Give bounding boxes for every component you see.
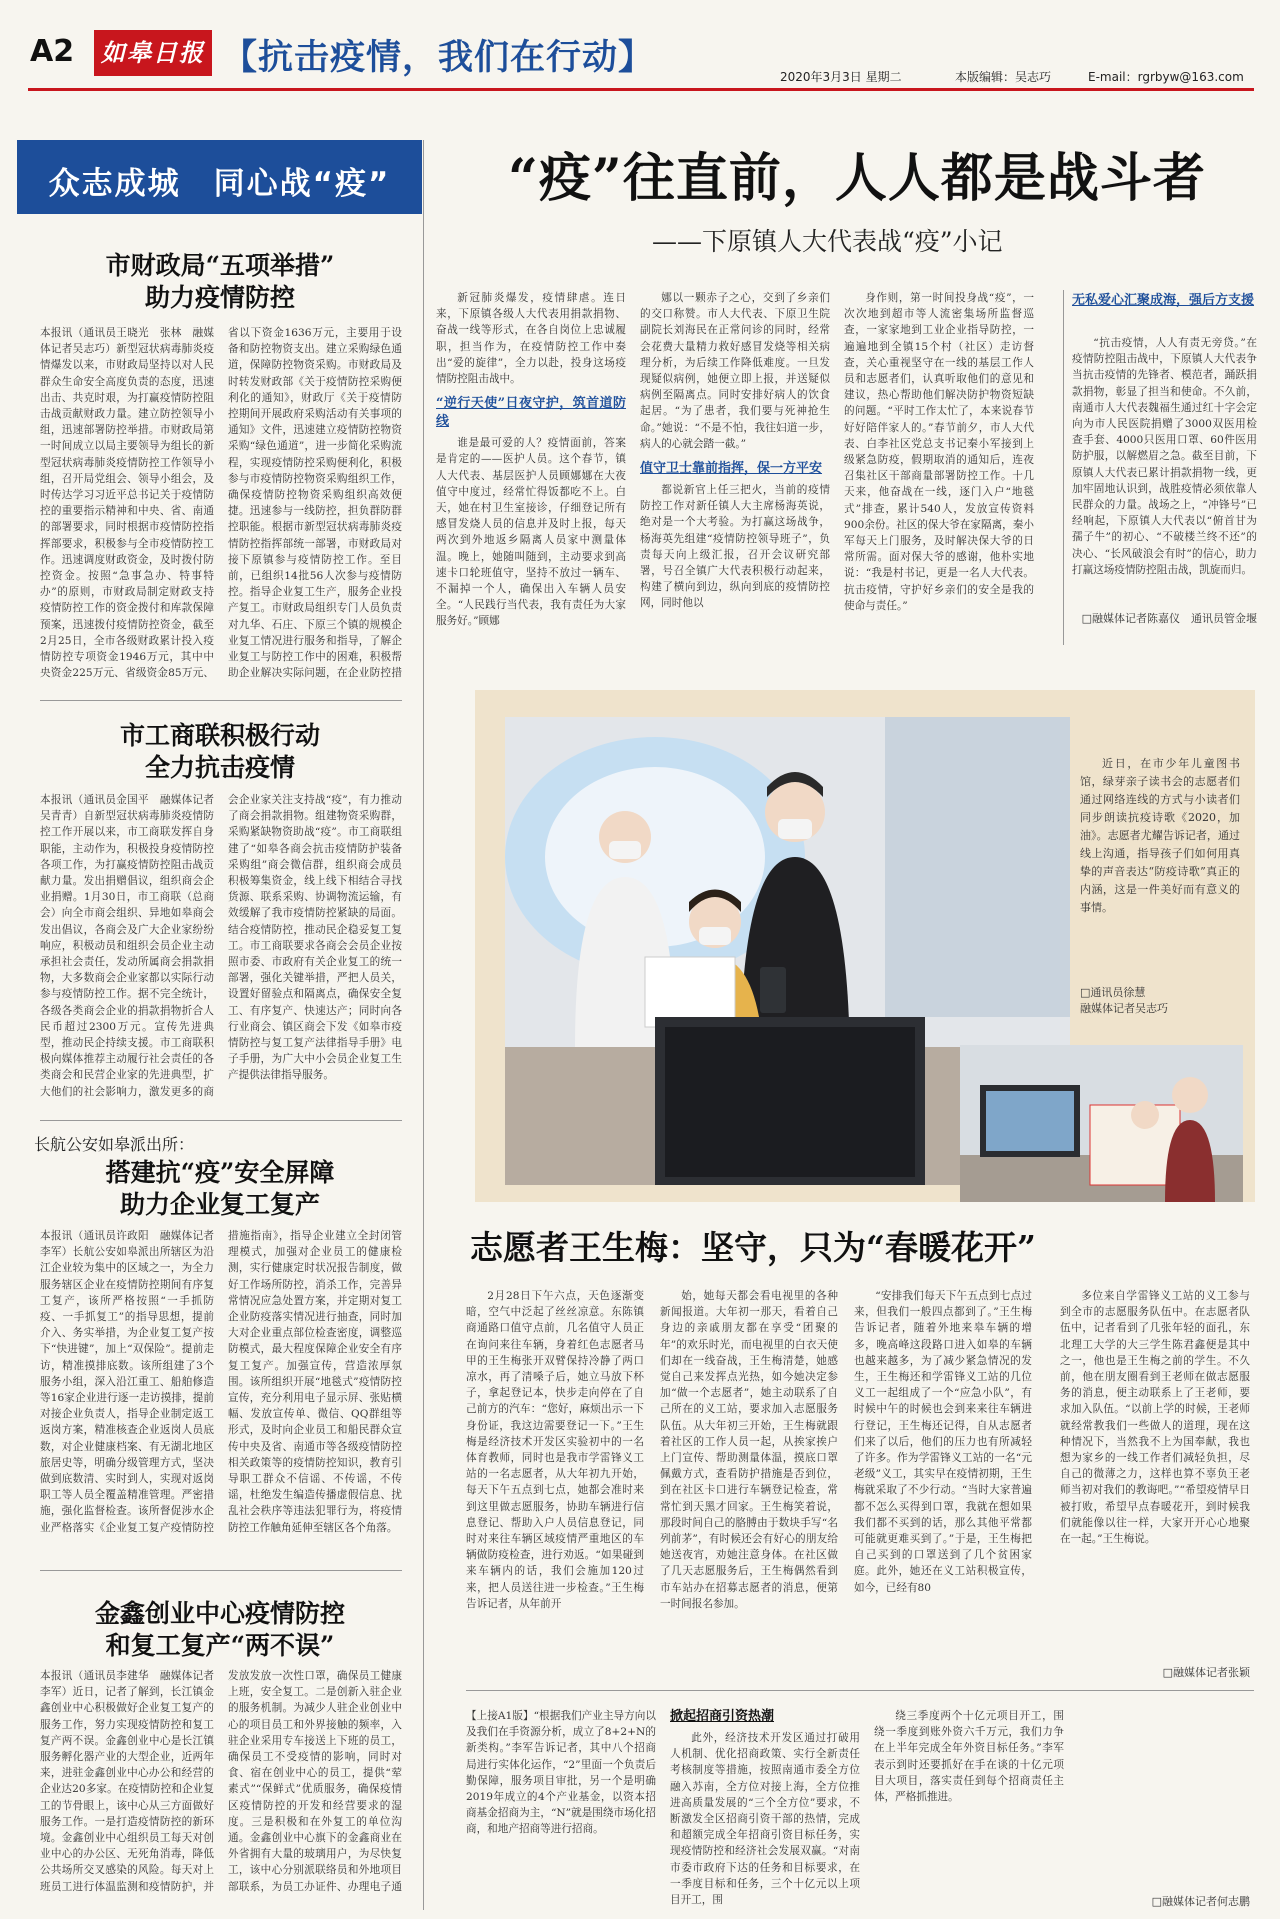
article-body: 本报讯（通讯员许政阳 融媒体记者李军）长航公安如皋派出所辖区为沿江企业较为集中的区域之一，为全力服务辖区企业在疫情防控期间有序复工复产，该所严格按照“一手抓防疫、一手抓复工”的指导思想，提前介入、务实举措，为企业复工复产按下“快进键”，加上“双保险”。提前走访，精准摸排底数。该所组建了3个服务小组，深入沿江重工、船舶修造等16家企业进行逐一走访摸排，提前对接企业负责人，指导企业制定返工返岗方案，精准核查企业返岗人员底数，对企业健康档案、有无湖北地区旅居史等，明确分级管理方式，坚决做到底数清、实时到人，实现对返岗职工等人员全覆盖精准管理。严密措施，强化监督检查。该所督促涉水企业严格落实《企业复工复产疫情防控措施指南》，指导企业建立全封闭管理模式，加强对企业员工的健康检测，实行健康定时状况报告制度，做好工作场所防控，消杀工作，完善异常情况应急处置方案，并定期对复工企业防疫落实情况进行抽查，同时加大对企业重点部位检查密度，调整巡防模式，最大程度保障企业安全有序复工复产。加强宣传，营造浓厚氛围。该所组织开展“地毯式”疫情防控宣传，充分利用电子显示屏、张贴横幅、发放宣传单、微信、QQ群组等形式，及时向企业员工和船民群众宣传中央及省、南通市等各级疫情防控相关政策等的疫情防控知识，教育引导职工群众不信谣、不传谣，不传谣，杜绝发生编造传播虚假信息、扰乱社会秩序等违法犯罪行为，将疫情防控工作触角延伸至辖区各个角落。 — [40, 1230, 402, 1534]
article-title: 市财政局“五项举措” 助力疫情防控 — [105, 251, 335, 312]
feature-column — [844, 290, 1034, 650]
page-number: A2 — [30, 34, 75, 69]
paragraph: 新冠肺炎爆发，疫情肆虐。连日来，下原镇各级人大代表用捐款捐物、奋战一线等形式，在各自岗位上忠诚履职，担当作为，在疫情防控工作中奏出“爱的旋律”，全力以赴，投身这场疫情防控阻击战中。 — [436, 292, 626, 386]
article-title: 金鑫创业中心疫情防控 和复工复产“两不误” — [94, 1599, 345, 1660]
feature-column — [1072, 335, 1257, 610]
issue-date: 2020年3月3日 星期二 — [780, 70, 902, 84]
photo-caption: 近日，在市少年儿童图书馆，绿芽亲子读书会的志愿者们通过网络连线的方式与小读者们同步朗读抗疫诗歌《2020，加油》。志愿者尤耀告诉记者，通过线上沟通，指导孩子们如何用真挚的声音表达“防疫诗歌”真正的内涵，这是一件美好而有意义的事情。 — [1080, 757, 1240, 914]
page-editor: 本版编辑：吴志巧 — [955, 70, 1052, 84]
volunteer-byline: □融媒体记者张颖 — [1162, 1666, 1250, 1679]
paragraph: 【上接A1版】“根据我们产业主导方向以及我们在手资源分析，成立了8+2+N的新类构。”李军告诉记者，其中八个招商局进行实体化运作，“2”里面一个负责后勤保障，服务项目审批，另一个是明确2019年成立的4个产业基金，以资本招商基金招商为主，“N”就是围绕市场化招商，和地产招商等进行招商。 — [466, 1710, 656, 1836]
continuation-column — [874, 1708, 1064, 1908]
paragraph: “抗击疫情，人人有责无旁贷。”在疫情防控阻击战中，下原镇人大代表争当抗击疫情的先锋者、模范者，踊跃捐款捐物，彰显了担当和使命。不久前，南通市人大代表魏福生通过红十字会定向为市人民医院捐赠了3000双医用检查手套、4000只医用口罩、60件医用防护服，以解燃眉之急。截至目前，下原镇人大代表已累计捐款捐物一线，更加牢固地认识到，战胜疫情必须依靠人民群众的力量。战场之上，“冲锋号”已经响起，下原镇人大代表以“俯首甘为孺子牛”的初心、“不破楼兰终不还”的决心、“长风破浪会有时”的信心，助力打赢这场疫情防控阻击战，凯旋而归。 — [1072, 337, 1257, 576]
column-title: 【抗击疫情，我们在行动】 — [222, 38, 655, 78]
continuation-subhead: 掀起招商引资热潮 — [670, 1709, 775, 1724]
feature-subhead: “逆行天使”日夜守护，筑首道防线 — [436, 396, 626, 430]
paragraph: 绕三季度两个十亿元项目开工，围绕一季度到账外资六千万元，我们力争在上半年完成全年外资目标任务。”李军表示到时还要抓好在手在谈的十亿元项目大项目，落实责任到每个招商责任主体，严格抓推进。 — [874, 1710, 1064, 1804]
header-rule — [28, 88, 1254, 91]
volunteer-column: “安排我们每天下午五点到七点过来，但我们一般四点都到了。”王生梅告诉记者，随着外地来皋车辆的增多，晚高峰这段路口进入如皋的车辆也越来越多，为了减少紧急情况的发生，王生梅还和学雷锋义工站的几位义工一起组成了一个“应急小队”，有时候中午的时候也会到来来往车辆进行登记，王生梅还记得，自从志愿者们来了以后，他们的压力也有所减轻了许多。作为学雷锋义工站的一名“元老级”义工，其实早在疫情初期，王生梅就采取了不少行动。“当时大家普遍都不怎么买得到口罩，我就在想如果我们都不买到的话，那么其他平常都可能就更难买到了。”于是，王生梅把自己买到的口罩送到了几个贫困家庭。此外，她还在义工站积极宣传，如今，已经有80 — [854, 1290, 1032, 1594]
volunteer-column: 多位来自学雷锋义工站的义工参与到全市的志愿服务队伍中。在志愿者队伍中，记者看到了几张年轻的面孔，东北理工大学的大三学生陈君鑫便是其中之一，他也是王生梅之前的学生。不久前，他在朋友圈看到王老师在做志愿服务的消息，便主动联系上了王老师，要求加入队伍。“以前上学的时候，王老师就经常教我们一些做人的道理，现在这种情况下，当然我不上为国奉献，我也想为家乡的一线工作者们减轻负担，尽自己的微薄之力，这样也算不辜负王老师当初对我们的教诲吧。”“希望疫情早日被打败，希望早点春暖花开，到时候我们就能像以往一样，大家开开心心地聚在一起。”王生梅说。 — [1060, 1290, 1250, 1546]
article-title: 市工商联积极行动 全力抗击疫情 — [119, 721, 320, 782]
volunteer-column: 2月28日下午六点，天色逐渐变暗，空气中泛起了丝丝凉意。东陈镇商通路口值守点前，几名值守人员正在询问来往车辆，身着红色志愿者马甲的王生梅张开双臂保持冷静了两口凉水，再了清嗓子后，她立马放下杯子，拿起登记本，快步走向停在了自己前方的汽车：“您好，麻烦出示一下身份证，我这边需要登记一下。”王生梅是经济技术开发区实验初中的一名体育教师，同时也是我市学雷锋义工站的一名志愿者，从大年初九开始，每天下午五点到七点，她都会准时来到这里做志愿服务，协助车辆进行信息登记、帮助入户人员信息登记，同时对来往车辆区域疫情严重地区的车辆做防疫检查，进行劝返。“如果碰到来车辆内的话，我们会施加120过来，把人员送往进一步检查。”王生梅告诉记者，从年前开 — [466, 1290, 644, 1610]
photo-credit: □通讯员徐慧 融媒体记者吴志巧 — [1080, 986, 1168, 1015]
feature-subtitle: ——下原镇人大代表战“疫”小记 — [652, 227, 1003, 256]
inset-photo — [960, 1045, 1243, 1202]
article-body: 本报讯（通讯员李建华 融媒体记者李军）近日，记者了解到，长江镇金鑫创业中心积极做好企业复工复产的服务工作，努力实现疫情防控和复工复产两不误。金鑫创业中心是长江镇服务孵化器产业的大型企业，近两年来，进驻金鑫创业中心办公和经营的企业达20多家。在疫情防控和企业复工的节骨眼上，该中心从三方面做好服务工作。一是打造疫情防控的新环境。金鑫创业中心组织员工每天对创业中心的办公区、无死角消毒，降低公共场所交叉感染的风险。每天对上班员工进行体温监测和疫情防护，并发放发放一次性口罩，确保员工健康上班，安全复工。二是创新入驻企业的服务机制。为减少人驻企业创业中心的项目员工和外界接触的频率，入驻企业采用专车接送上下班的员工，确保员工不受疫情的影响，同时对食、宿在创业中心的员工，提供“荤素式”“保鲜式”优质服务，确保疫情区疫情防控的开发和经营要求的湿度。三是积极和在外复工的单位沟通。金鑫创业中心旗下的金鑫商业在外省拥有大量的玻璃用户，为尽快复工，该中心分别派联络员和外地项目部联系，为员工办证件、办理电子通 — [40, 1670, 402, 1893]
article-kicker: 长航公安如皋派出所： — [34, 1135, 195, 1154]
feature-subhead: 无私爱心汇聚成海，强后方支援 — [1072, 293, 1255, 308]
volunteer-title: 志愿者王生梅：坚守，只为“春暖花开” — [470, 1228, 1036, 1267]
paragraph: 娜以一颗赤子之心，交到了乡亲们的交口称赞。市人大代表、下原卫生院副院长刘海民在正常问诊的同时，经常会花费大量精力救好感冒发烧等相关病理分析，为后续工作降低难度。一旦发现疑似病例，她便立即上报，并送疑似病例至隔离点。同时安排好病人的饮食起居。“为了患者，我们要与死神抢生命。”她说：“不是不怕，我往妇道一步，病人的心就会踏一截。” — [640, 292, 830, 450]
paragraph: 谁是最可爱的人？疫情面前，答案是肯定的——医护人员。这个春节，镇人大代表、基层医护人员顾娜娜在大夜值守中度过，经常忙得饭都吃不上。白天，她在村卫生室接诊，仔细登记所有感冒发烧人员的信息并及时上报，每天两次到外地返乡隔离人员家中测量体温。晚上，她随叫随到，主动要求到高速卡口轮班值守，坚持不放过一辆车、不漏掉一个人，确保出入车辆人员安全。“人民践行当代表，我有责任为大家服务好。”顾娜 — [436, 437, 626, 628]
paragraph: 都说新官上任三把火，当前的疫情防控工作对新任镇人大主席杨海英说，绝对是一个大考验。为打赢这场战争，杨海英先组建“疫情防控领导班子”，负责每天向上级汇报，召开会议研究部署，号召全镇广大代表积极行动起来，构建了横向到边，纵向到底的疫情防控网，同时他以 — [640, 484, 830, 610]
feature-byline: □融媒体记者陈嘉仪 通讯员管金堰 — [1081, 612, 1257, 625]
newspaper-logo: 如皋日报 — [94, 30, 212, 76]
feature-column — [436, 290, 626, 650]
continuation-column — [670, 1708, 860, 1908]
article-divider — [40, 1570, 402, 1571]
article-title: 搭建抗“疫”安全屏障 助力企业复工复产 — [105, 1158, 335, 1219]
volunteer-column: 始，她每天都会看电视里的各种新闻报道。大年初一那天，看着自己身边的亲戚朋友都在享受“团聚的年”的欢乐时光，而电视里的白衣天使们却在一线奋战，王生梅清楚，她感觉自己来发挥点光热，如今她决定参加“做一个志愿者”，她主动联系了自己所在的义工站，要求加入志愿服务队伍。从大年初三开始，王生梅就跟着社区的工作人员一起，从挨家挨户上门宣传、帮助测量体温，摸底口罩佩戴方式，查看防护措施是否到位，到在社区卡口进行车辆登记检查，常常忙到天黑才回家。王生梅笑着说，那段时间自己的胳膊由于数块手写“名列前茅”，有时候还会有好心的朋友给她送夜宵，劝她注意身体。在社区做了几天志愿服务后，王生梅偶然看到市车站办在招募志愿者的消息，便第一时间报名参加。 — [660, 1290, 838, 1610]
continuation-byline: □融媒体记者何志鹏 — [1151, 1895, 1250, 1908]
article-divider — [40, 1120, 402, 1121]
feature-column — [640, 290, 830, 650]
article-divider — [40, 700, 402, 701]
continuation-column — [466, 1708, 656, 1908]
editor-email: E-mail：rgrbyw@163.com — [1088, 70, 1244, 84]
section-banner-text: 众志成城 同心战“疫” — [48, 166, 391, 202]
feature-subhead: 值守卫士靠前指挥，保一方平安 — [640, 461, 823, 477]
paragraph: 此外，经济技术开发区通过打破用人机制、优化招商政策、实行全新责任考核制度等措施，按照南通市委全方位融入苏南，全方位对接上海，全方位推进高质量发展的“三个全方位”要求，不断激发全区招商引资干部的热情，完成和超额完成全年招商引资目标任务，实现疫情防控和经济社会发展双赢。“对南市委市政府下达的任务和目标要求，在一季度目标和任务，三个十亿元以上项目开工，围 — [670, 1732, 860, 1907]
article-body: 本报讯（通讯员王晓光 张林 融媒体记者吴志巧）新型冠状病毒肺炎疫情爆发以来，市财政局坚持以对人民群众生命安全高度负责的态度，迅速出击、共克时艰，为打赢疫情防控阻击战贡献财政力量。建立防控领导小组，迅速部署防控举措。市财政局第一时间成立以局主要领导为组长的新型冠状病毒肺炎疫情防控工作领导小组，召开局党组会、领导小组会，及时传达学习习近平总书记关于疫情防控的重要指示精神和中央、省、南通的部署要求，同时根据市疫情防控指挥部要求，积极参与全市疫情防控工作。迅速调度财政资金，及时拨付防控资金。按照“急事急办、特事特办”的原则，市财政局制定财政支持疫情防控工作的资金拨付和库款保障预案，迅速拨付疫情防控资金，截至2月25日，全市各级财政累计投入疫情防控专项资金1946万元，其中中央资金225万元、省级资金85万元、省以下资金1636万元，主要用于设备和防控物资支出。建立采购绿色通道，保障防控物资采购。市财政局及时转发财政部《关于疫情防控采购便利化的通知》，财政厅《关于疫情防控期间开展政府采购活动有关事项的通知》文件，迅速建立疫情防控物资采购“绿色通道”，进一步简化采购流程，实现疫情防控采购便利化，积极参与市疫情防控物资采购组织工作，确保疫情防控物资采购组织高效便捷。迅速参与一线防控，担负群防群控职能。根据市新型冠状病毒肺炎疫情防控指挥部统一部署，市财政局对接下原镇参与疫情防控工作。至目前，已组织14批56人次参与疫情防控。指导企业复工生产，服务企业投产复工。市财政局组织专门人员负责对九华、石庄、下原三个镇的规模企业复工情况进行服务和指导，了解企业复工与防控工作中的困难，积极帮助企业解决实际问题，在企业防控措 — [40, 327, 402, 680]
column-divider — [1063, 290, 1064, 645]
feature-title: “疫”往直前，人人都是战斗者 — [508, 148, 1206, 209]
paragraph: 身作则，第一时间投身战“疫”，一次次地到超市等人流密集场所监督巡查，一家家地到工业企业指导防控，一遍遍地到全镇15个村（社区）走访督查，关心重视坚守在一线的基层工作人员和志愿者们，认真听取他们的意见和建议，热心帮助他们解决防护物资短缺的问题。“平时工作太忙了，本来说春节好好陪伴家人的。”春节前夕，市人大代表、白李社区党总支书记秦小军接到上级紧急防疫，假期取消的通知后，连夜召集社区干部商量部署防控工作。十几天来，他奋战在一线，逐门入户“地毯式”排查，累计540人，发放宣传资料900余份。社区的保大爷在家隔离，秦小军每天上门服务，及时解决保大爷的日常所需。面对保大爷的感谢，他朴实地说：“我是村书记，更是一名人大代表。抗击疫情，守护好乡亲们的安全是我的使命与责任。” — [844, 292, 1034, 612]
article-body: 本报讯（通讯员金国平 融媒体记者吴青青）自新型冠状病毒肺炎疫情防控工作开展以来，市工商联发挥自身职能，主动作为，积极投身疫情防控各项工作，为打赢疫情防控阻击战贡献力量。发出捐赠倡议，组织商会企业捐赠。1月30日，市工商联（总商会）向全市商会组织、异地如皋商会发出倡议，各商会及广大企业家纷纷响应，积极动员和组织会员企业主动承担社会责任，发动所属商会捐款捐物，大多数商会企业家都以实际行动参与疫情防控工作。据不完全统计，各级各类商会企业的捐款捐物折合人民币超过2300万元。宣传先进典型，推动民企持续支援。市工商联积极向媒体推荐主动履行社会责任的各类商会和民营企业家的先进典型，扩大他们的社会影响力，激发更多的商会企业家关注支持战“疫”，有力推动了商会捐款捐物。组建物资采购群，采购紧缺物资助战“疫”。市工商联组建了“如皋各商会抗击疫情防护装备采购组”商会微信群，组织商会成员积极筹集资金，线上线下相结合寻找货源、联系采购、协调物流运输，有效缓解了我市疫情防控紧缺的局面。结合疫情防控，推动民企稳妥复工复工。市工商联要求各商会会员企业按照市委、市政府有关企业复工的统一部署，强化关键举措，严把人员关，设置好留验点和隔离点，确保安全复工、有序复产、快速达产；同时向各行业商会、镇区商会下发《如皋市疫情防控与复工复产法律指导手册》电子手册，为广大中小会员企业复工生产提供法律指导服务。 — [40, 794, 402, 1098]
girl-online-reading-illustration — [960, 1045, 1243, 1202]
section-divider — [466, 1690, 1254, 1691]
left-column-divider — [423, 140, 424, 1910]
